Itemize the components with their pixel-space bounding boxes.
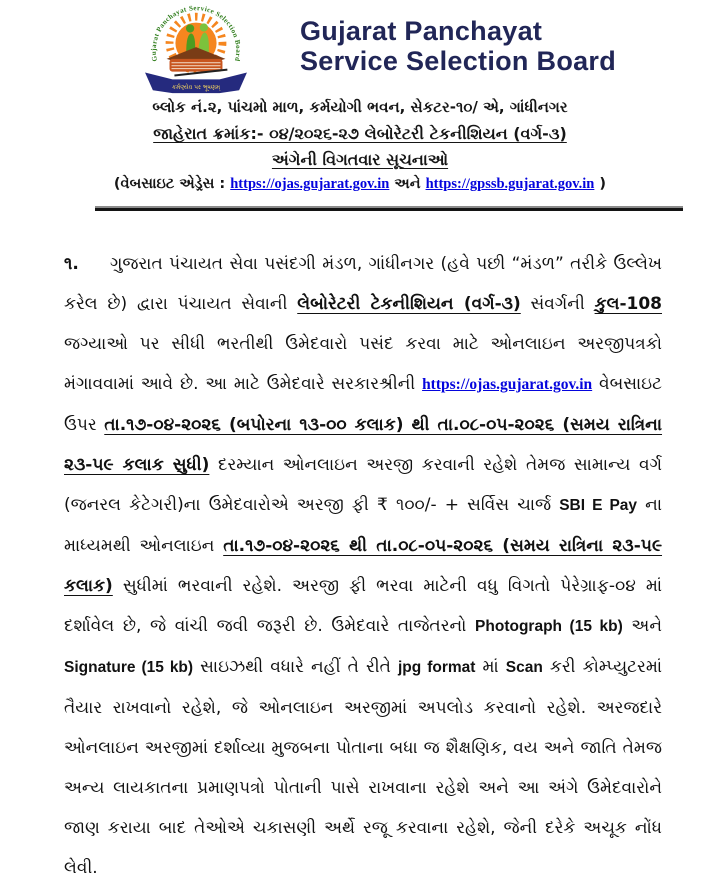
ojas-website-link[interactable]: https://ojas.gujarat.gov.in [230, 176, 390, 192]
advertisement-number-line: જાહેરાત ક્રમાંક:- ૦૪/૨૦૨૬-૨૭ લેબોરેટરી ટેકનીશિયન (વર્ગ-૩) [153, 124, 567, 143]
divider-black-line [95, 208, 683, 211]
paragraph-segment: jpg format [398, 659, 476, 676]
paragraph-segment: ના માધ્યમથી ઓનલાઇન [64, 495, 663, 556]
paragraph-segment: દરમ્યાન ઓનલાઇન અરજી કરવાની રહેશે તેમજ સામાન્ય વર્ગ (જનરલ કેટેગરી)ના ઉમેદવારોએ અરજી ફી ₹ ૧૦૦/- + સર્વિસ ચાર્જ [64, 455, 662, 515]
paragraph-segment: સંવર્ગની [520, 294, 595, 314]
paragraph-segment: લેબોરેટરી ટેકનીશિયન (વર્ગ-૩) [297, 294, 521, 314]
paragraph-1 [64, 244, 662, 888]
paragraph-segment: SBI E Pay [559, 497, 638, 514]
logo-motto-text: કર્મણ્યેવ પર ભૂષણમ્ [171, 85, 221, 92]
ribbon-banner [145, 73, 247, 94]
gpssb-logo-icon [126, 2, 266, 100]
paragraph-segment: કુલ-108 [594, 294, 662, 314]
org-title-line2: Service Selection Board [300, 46, 617, 76]
website-suffix: ) [594, 176, 607, 192]
paragraph-segment: જગ્યાઓ પર સીધી ભરતીથી ઉમેદવારો પસંદ કરવા માટે ઓનલાઇન અરજીપત્રકો મંગાવવામાં આવે છે. આ માટે ઉમેદવારે સરકારશ્રીની [64, 334, 662, 394]
paragraph-segment: માં [475, 657, 506, 677]
divider [95, 206, 683, 211]
paragraph-segment: ગુજરાત પંચાયત સેવા પસંદગી મંડળ, ગાંધીનગર (હવે પછી “મંડળ” તરીકે ઉલ્લેખ કરેલ છે) દ્વારા પંચાયત સેવાની [64, 254, 662, 314]
paragraph-segment: સુધીમાં ભરવાની રહેશે. અરજી ફી ભરવા માટેની વધુ વિગતો પેરેગ્રાફ-૦૪ માં દર્શાવેલ છે, જે વાંચી જવી જરૂરી છે. ઉમેદવારે તાજેતરનો [64, 576, 662, 636]
org-title [300, 16, 700, 76]
logo-ring-text: Gujarat Panchayat Service Selection Board [149, 4, 243, 63]
paragraph-segment: Scan [505, 659, 543, 676]
website-line [0, 176, 720, 193]
paragraph-segment: Signature (15 kb) [64, 659, 194, 676]
paragraph-segment: વેબસાઇટ ઉપર [64, 374, 662, 435]
paragraph-segment: કરી કોમ્પ્યુટરમાં તૈયાર રાખવાનો રહેશે, જે ઓનલાઇન અરજીમાં અપલોડ કરવાનો રહેશે. અરજદારે ઓનલાઇન અરજીમાં દર્શાવ્યા મુજબના પોતાના બધા જ શૈક્ષણિક, વય અને જાતિ તેમજ અન્ય લાયકાતના પ્રમાણપત્રો પોતાની પાસે રાખવાના રહેશે અને આ અંગે ઉમેદવારોને જાણ કરાયા બાદ તેઓએ ચકાસણી અર્થે રજૂ કરવાના રહેશે, જેની દરેકે અચૂક નોંધ લેવી. [64, 657, 662, 878]
ojas-inline-link[interactable]: https://ojas.gujarat.gov.in [422, 376, 593, 393]
document-header [0, 0, 720, 100]
paragraph-number: ૧. [64, 254, 79, 274]
paragraph-segment: સાઇઝથી વધારે નહીં તે રીતે [193, 657, 398, 677]
website-separator: અને [389, 176, 426, 192]
website-prefix: (વેબસાઇટ એડ્રેસ : [113, 176, 231, 192]
paragraph-segment: તા.૧૭-૦૪-૨૦૨૬ થી તા.૦૮-૦૫-૨૦૨૬ (સમય રાત્રિના ૨૩-૫૯ કલાક) [64, 536, 663, 596]
org-title-line1: Gujarat Panchayat [300, 16, 543, 46]
paragraph-segment: Photograph (15 kb) [475, 618, 623, 635]
paragraph-segment: અને [622, 616, 662, 636]
notification-subtitle: અંગેની વિગતવાર સૂચનાઓ [271, 150, 449, 169]
gpssb-website-link[interactable]: https://gpssb.gujarat.gov.in [425, 176, 595, 192]
office-address: બ્લોક નં.૨, પાંચમો માળ, કર્મયોગી ભવન, સેકટર-૧૦/ એ, ગાંધીનગર [152, 98, 568, 116]
paragraph-segment: તા.૧૭-૦૪-૨૦૨૬ (બપોરના ૧૩-૦૦ કલાક) થી તા.૦૮-૦૫-૨૦૨૬ (સમય રાત્રિના ૨૩-૫૯ કલાક સુધી) [64, 415, 663, 475]
paragraph-text [64, 254, 662, 878]
